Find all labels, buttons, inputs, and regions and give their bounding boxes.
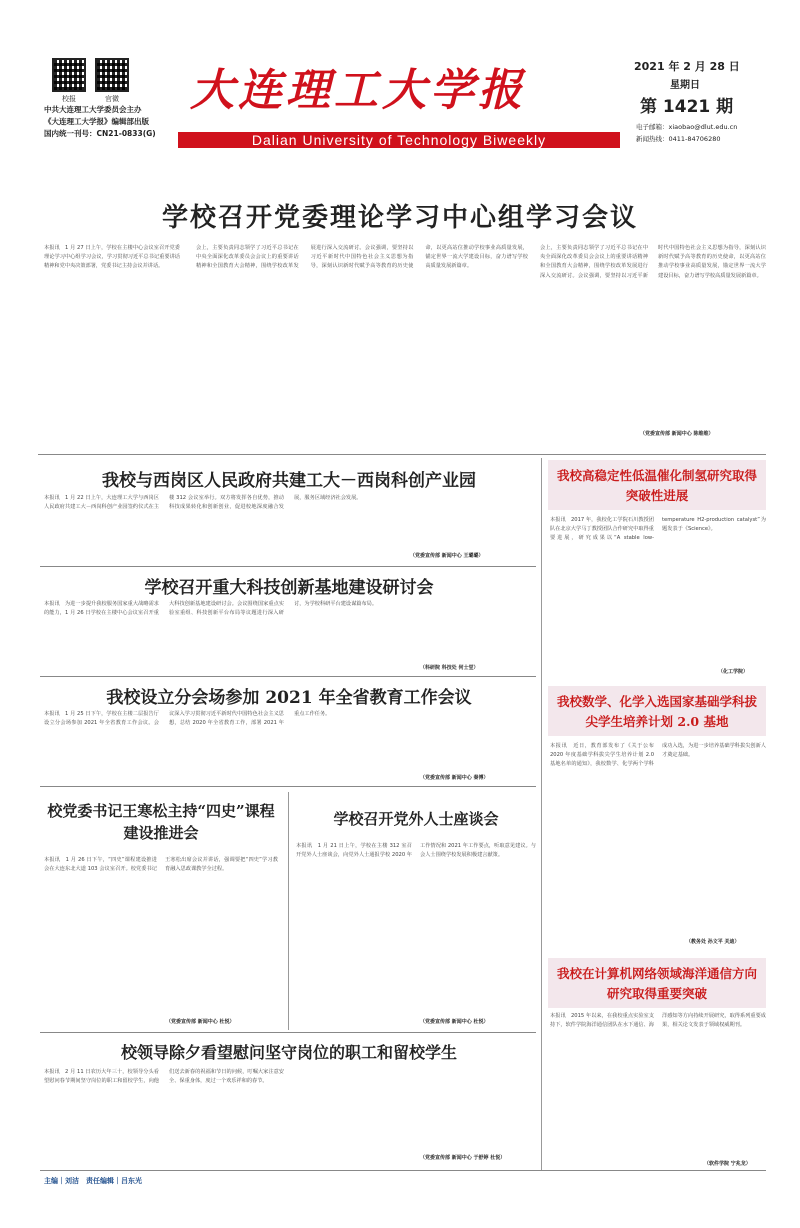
story-body: 本报讯 1 月 21 日上午，学校在主楼 312 室召开党外人士座谈会，向党外人士通报学校 2020 年工作情况和 2021 年工作要点，听取意见建议。与会人士围绕学校发展积极建言献策。 bbox=[296, 843, 536, 859]
story-headline: 校党委书记王寒松主持“四史”课程建设推进会 bbox=[47, 802, 275, 842]
lead-body: 会上，主要负责同志领学了习近平总书记在中央全面深化改革委员会会议上的重要讲话精神和全国教育大会精神，围绕学校改革发展进行深入交流研讨。会议强调，要坚持以习近平新时代中国特色社会主义思想为指导，深刻认识新时代赋予高等教育的历史使命，以更高站位推动学校事业高质量发展，锚定世界一流大学建设目标，奋力谱写学校高质量发展新篇章。 bbox=[196, 245, 528, 270]
story-headline: 我校设立分会场参加 2021 年全省教育工作会议 bbox=[106, 688, 472, 708]
sponsor-line: 国内统一刊号：CN21-0833(G) bbox=[44, 129, 156, 138]
story-body: 本报讯 近日，教育部发布了《关于公布 2020 年度基础学科拔尖学生培养计划 2.0 基地名单的通知》，我校数学、化学两个学科成功入选，为进一步培养基础学科拔尖创新人才奠定基础。 bbox=[550, 743, 766, 768]
story-source: （党委宣传部 新闻中心 杜悦） bbox=[166, 1019, 235, 1025]
qr-code-icon bbox=[52, 58, 86, 92]
phone: 新闻热线：0411-84706280 bbox=[636, 135, 721, 143]
divider bbox=[40, 786, 536, 787]
story-body: 本报讯 1 月 22 日上午，大连理工大学与西岗区人民政府共建工大－西岗科创产业园签约仪式在主楼 312 会议室举行。双方将发挥各自优势，推动科技成果转化和创新创业，促进校地深度融合发展，服务区域经济社会发展。 bbox=[44, 495, 362, 511]
newspaper-title: 大连理工大学报 bbox=[190, 65, 526, 116]
lead-body: 会上，主要负责同志领学了习近平总书记在中央全面深化改革委员会会议上的重要讲话精神和全国教育大会精神，围绕学校改革发展进行深入交流研讨。会议强调，要坚持以习近平新时代中国特色社会主义思想为指导，深刻认识新时代赋予高等教育的历史使命，以更高站位推动学校事业高质量发展，锚定世界一流大学建设目标，奋力谱写学校高质量发展新篇章。 bbox=[540, 245, 766, 279]
story-body: 本报讯 2017 年，我校化工学院石川教授团队在北京大学马丁教授团队合作研究中取得重要进展，研究成果以“A stable low-temperature H2-production catalyst”为题发表于《Science》。 bbox=[550, 517, 766, 542]
english-title-bar: Dalian University of Technology Biweekly bbox=[178, 132, 620, 148]
story-headline: 学校召开党外人士座谈会 bbox=[333, 810, 499, 828]
story-body: 本报讯 1 月 25 日下午，学校在主楼二层报告厅设立分会场参加 2021 年全省教育工作会议。会议深入学习贯彻习近平新时代中国特色社会主义思想，总结 2020 年全省教育工作，部署 2021 年重点工作任务。 bbox=[44, 711, 331, 727]
story-source: （科研院 科技处 何士堂） bbox=[420, 665, 479, 671]
story-headline: 学校召开重大科技创新基地建设研讨会 bbox=[144, 578, 434, 598]
footer-editor: 主编｜刘洁 责任编辑｜吕东光 bbox=[44, 1177, 142, 1185]
lead-source: （党委宣传部 新闻中心 陈维维） bbox=[640, 431, 714, 437]
story-source: （党委宣传部 新闻中心 秦博） bbox=[420, 775, 489, 781]
divider bbox=[40, 676, 536, 677]
story-source: （党委宣传部 新闻中心 杜悦） bbox=[420, 1019, 489, 1025]
date: 2021 年 2 月 28 日 bbox=[634, 60, 740, 73]
story-body: 本报讯 为进一步提升我校服务国家重大战略需求的能力，1 月 26 日学校在主楼中心会议室召开重大科技创新基地建设研讨会。会议围绕国家重点实验室重组、科技创新平台布局等议题进行深入研讨，为学校科研平台建设谋篇布局。 bbox=[44, 601, 378, 617]
weekday: 星期日 bbox=[670, 80, 700, 91]
lead-intro: 本报讯 1 月 27 日上午，学校在主楼中心会议室召开党委理论学习中心组学习会议，学习贯彻习近平总书记重要讲话精神和党中央决策部署，党委书记主持会议并讲话。 bbox=[44, 245, 180, 270]
column-divider bbox=[288, 792, 289, 1030]
story-headline: 我校数学、化学入选国家基础学科拔尖学生培养计划 2.0 基地 bbox=[556, 694, 757, 729]
story-body: 本报讯 2015 年以来，在我校重点实验室支持下，软件学院海洋通信团队在水下通信、海洋感知等方向持续开展研究，取得系列重要成果，相关论文发表于领域权威期刊。 bbox=[550, 1013, 766, 1029]
masthead bbox=[0, 0, 800, 150]
story-body: 本报讯 1 月 26 日下午，“四史”课程建设推进会在大连东北大道 103 会议室召开。校党委书记王寒松出席会议并讲话，强调要把“四史”学习教育融入思政课教学全过程。 bbox=[44, 857, 278, 873]
divider bbox=[40, 1032, 536, 1033]
story-source: （教务处 孙文平 关迪） bbox=[686, 939, 740, 945]
divider bbox=[38, 454, 766, 455]
qr-code-icon bbox=[95, 58, 129, 92]
story-source: （软件学院 宁兆龙） bbox=[704, 1161, 751, 1167]
story-headline: 我校高稳定性低温催化制氢研究取得突破性进展 bbox=[556, 468, 757, 503]
qr-label: 校报 bbox=[62, 95, 76, 103]
story-headline: 我校在计算机网络领域海洋通信方向研究取得重要突破 bbox=[556, 966, 757, 1001]
story-source: （党委宣传部 新闻中心 于舒婷 杜悦） bbox=[420, 1155, 506, 1161]
column-divider bbox=[541, 458, 542, 1170]
email: 电子邮箱：xiaobao@dlut.edu.cn bbox=[636, 123, 738, 131]
lead-headline: 学校召开党委理论学习中心组学习会议 bbox=[161, 203, 638, 233]
story-body: 本报讯 2 月 11 日农历大年三十，校领导分头看望慰问春节期间坚守岗位的职工和留校学生，向他们送去新春的祝福和节日的问候，叮嘱大家注意安全、保重身体，度过一个欢乐祥和的春节。 bbox=[44, 1069, 284, 1085]
story-source: （党委宣传部 新闻中心 王璐璐） bbox=[410, 553, 484, 559]
sponsor-line: 《大连理工大学报》编辑部出版 bbox=[44, 117, 149, 126]
story-source: （化工学院） bbox=[718, 669, 749, 675]
qr-label: 官微 bbox=[105, 95, 119, 103]
footer-divider bbox=[40, 1170, 766, 1171]
story-headline: 我校与西岗区人民政府共建工大－西岗科创产业园 bbox=[102, 471, 476, 491]
sponsor-line: 中共大连理工大学委员会主办 bbox=[44, 105, 142, 114]
story-headline: 校领导除夕看望慰问坚守岗位的职工和留校学生 bbox=[120, 1043, 457, 1062]
divider bbox=[40, 566, 536, 567]
issue-number: 第 1421 期 bbox=[640, 97, 734, 117]
